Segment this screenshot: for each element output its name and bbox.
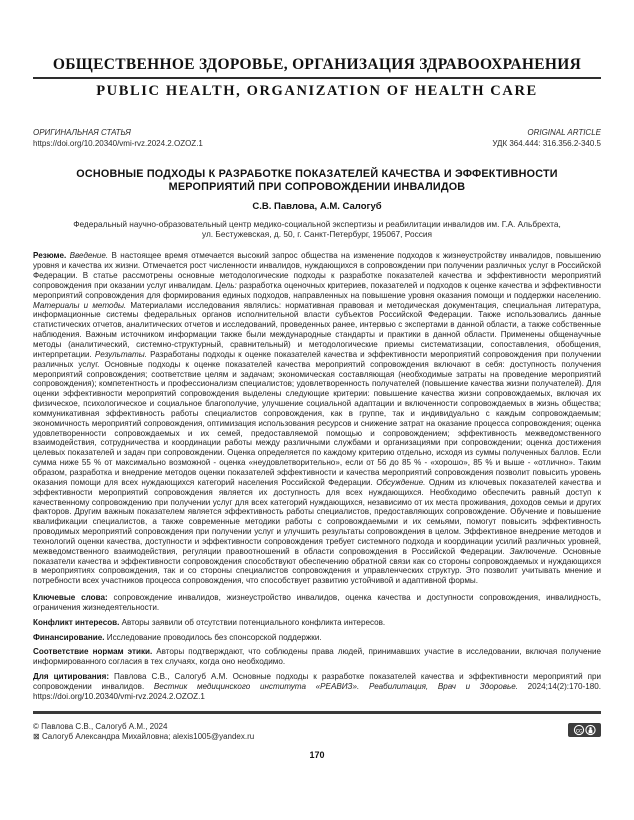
ethics-paragraph: Соответствие нормам этики. Авторы подтверждают, что соблюдены права людей, принимавших участие в исследовании, включая получение информированного согласия в тех случаях, когда оно необходимо.: [33, 647, 601, 667]
footer: [33, 722, 601, 743]
udk-number: УДК 364.444: 316.356.2-340.5: [492, 138, 601, 148]
affiliation-line-2: ул. Бестужевская, д. 50, г. Санкт-Петербург, 195067, Россия: [201, 229, 432, 240]
affiliation: [33, 219, 601, 239]
envelope-icon: ⊠: [33, 732, 40, 742]
citation-paragraph: Для цитирования: Павлова С.В., Салогуб А.М. Основные подходы к разработке показателей качества и эффективности мероприятий при сопровождении инвалидов. Вестник медицинского института «РЕАВИЗ». Реабилитация, Врач и Здоровье. 2024;14(2):170-180. https://doi.org/10.20340/vmi-rvz.2024.2.OZOZ.1: [33, 672, 601, 701]
article-authors: С.В. Павлова, А.М. Салогуб: [252, 201, 382, 212]
page-number: 170: [309, 749, 325, 760]
footer-divider: [33, 711, 601, 714]
article-meta-row: [33, 128, 601, 149]
correspondence-line: [33, 732, 254, 743]
article-meta-left: [33, 128, 203, 149]
copyright-line: © Павлова С.В., Салогуб А.М., 2024: [33, 721, 168, 731]
footer-lines: [33, 722, 254, 743]
abstract-paragraph: Резюме. Введение. В настоящее время отмечается высокий запрос общества на изменение подходов к жизнеустройству инвалидов, повышению уровня и качества их жизни. Отмечается рост численности инвалидов, нуждающихся в сопровождении при получении различных услуг в Российской Федерации. В статье рассмотрены основные методологические подходы к разработке показателей качества и эффективности мероприятий сопровождения при оказании услуг инвалидам. Цель: разработка оценочных критериев, показателей и подходов к оценке качества и эффективности мероприятий сопровождения для формирования единых подходов, направленных на повышение уровня оказания помощи и поддержки населению. Материалы и методы. Материалами исследования являлись: нормативная правовая и методическая документация, специальная литература, информационные системы федеральных органов исполнительной власти субъектов Российской Федерации. Также использовались данные статистических отчетов, аналитических отчетов и исследований, проведенных ранее, интервью с экспертами в данной области, а также собственные наблюдения. Важным источником информации также были международные стандарты и практики в данной области. Применены общенаучные методы (аналитический, системно-структурный, сравнительный) и методологические приемы систематизации, сопоставления, обобщения, интерпретации. Результаты. Разработаны подходы к оценке показателей качества и эффективности мероприятий сопровождения при получении различных услуг. Основные подходы к оценке показателей качества мероприятий сопровождения включают в себя: доступность получения мероприятий сопровождения; соответствие целям и задачам; экономическая составляющая (необходимые затраты на проведение мероприятий сопровождения); компетентность и профессионализм специалистов; удовлетворенность получателей (повышение качества жизни получателей). Для оценки эффективности мероприятий сопровождения выделены следующие критерии: повышение качества жизни сопровождаемых, включая их физическое, психологическое и социальное благополучие, улучшение социальной адаптации и включенности сопровождаемых в жизнь общества; коммуникативная эффективность работы специалистов сопровождения, как в группе, так и индивидуально с каждым сопровождаемым; экономичность мероприятий сопровождения, оптимизация использования ресурсов и снижение затрат на оказание процесса сопровождения; оценка удовлетворенности сопровождаемых и их семей, предоставляемой помощью и сопровождением; эффективность межведомственного взаимодействия, сотрудничества и координации работы между различными службами и организациями при сопровождении; оценка достижения целевых показателей и задач при сопровождении. Оценка определяется по каждому критерию отдельно, исходя из суммы полученных баллов. Если сумма ниже 55 % от максимально возможной - оценка «неудовлетворительно», если от 56 до 85 % - «хорошо», 85 % и выше - «отлично». Таким образом, разработка и внедрение методов оценки показателей эффективности и качества мероприятий сопровождения позволит повысить уровень оказания помощи для всех нуждающихся категорий населения Российской Федерации. Обсуждение. Одним из ключевых показателей качества и эффективности мероприятий сопровождения является их доступность для всех нуждающихся. Необходимо обеспечить равный доступ к качественному сопровождению при получении услуг для всех категорий нуждающихся, независимо от их места проживания, доходов семьи и других факторов. Другим важным показателем является эффективность работы специалистов, предоставляющих сопровождение. Обучение и повышение квалификации специалистов, а также современные методики работы с сопровождаемыми и их семьями, помогут повысить эффективность проводимых мероприятий сопровождения при получении услуг и улучшить результаты сопровождения в целом. Эффективное внедрение методов и технологий оценки качества, доступности и эффективности сопровождения требует системного подхода и координации усилий различных уровней, межведомственного взаимодействия, регуляции правоотношений в области сопровождения в Российской Федерации. Заключение. Основные показатели качества и эффективности сопровождения способствуют обеспечению обратной связи как со стороны сопровождаемых и нуждающихся в мероприятиях сопровождения, так и со стороны специалистов сопровождения и управленческих структур. Это позволит учитывать мнение и потребности всех участников процесса сопровождения, что способствует развитию устойчивой и адаптивной формы.: [33, 251, 601, 586]
affiliation-line-1: Федеральный научно-образовательный центр медико-социальной экспертизы и реабилитации инвалидов им. Г.А. Альбрехта,: [73, 219, 561, 229]
section-title-ru: ОБЩЕСТВЕННОЕ ЗДОРОВЬЕ, ОРГАНИЗАЦИЯ ЗДРАВООХРАНЕНИЯ: [33, 55, 601, 79]
article-meta-right: [492, 128, 601, 149]
conflict-of-interest-paragraph: Конфликт интересов. Авторы заявили об отсутствии потенциального конфликта интересов.: [33, 617, 386, 627]
correspondence-text: Салогуб Александра Михайловна; alexis1005@yandex.ru: [41, 732, 255, 742]
svg-text:cc: cc: [575, 726, 583, 734]
article-type-ru: ОРИГИНАЛЬНАЯ СТАТЬЯ: [33, 128, 131, 137]
doi-link[interactable]: https://doi.org/10.20340/vmi-rvz.2024.2.OZOZ.1: [33, 138, 203, 148]
cc-by-license-badge: [568, 723, 601, 737]
keywords-paragraph: Ключевые слова: сопровождение инвалидов, жизнеустройство инвалидов, оценка качества и доступности сопровождения, инвалидность, ограничения жизнедеятельности.: [33, 593, 601, 612]
section-title-en: PUBLIC HEALTH, ORGANIZATION OF HEALTH CARE: [96, 83, 538, 99]
article-title: ОСНОВНЫЕ ПОДХОДЫ К РАЗРАБОТКЕ ПОКАЗАТЕЛЕЙ КАЧЕСТВА И ЭФФЕКТИВНОСТИ МЕРОПРИЯТИЙ ПРИ СОПРОВОЖДЕНИИ ИНВАЛИДОВ: [76, 168, 558, 193]
funding-paragraph: Финансирование. Исследование проводилось без спонсорской поддержки.: [33, 632, 322, 642]
journal-section-header: [33, 55, 601, 100]
article-type-en: ORIGINAL ARTICLE: [527, 128, 601, 137]
